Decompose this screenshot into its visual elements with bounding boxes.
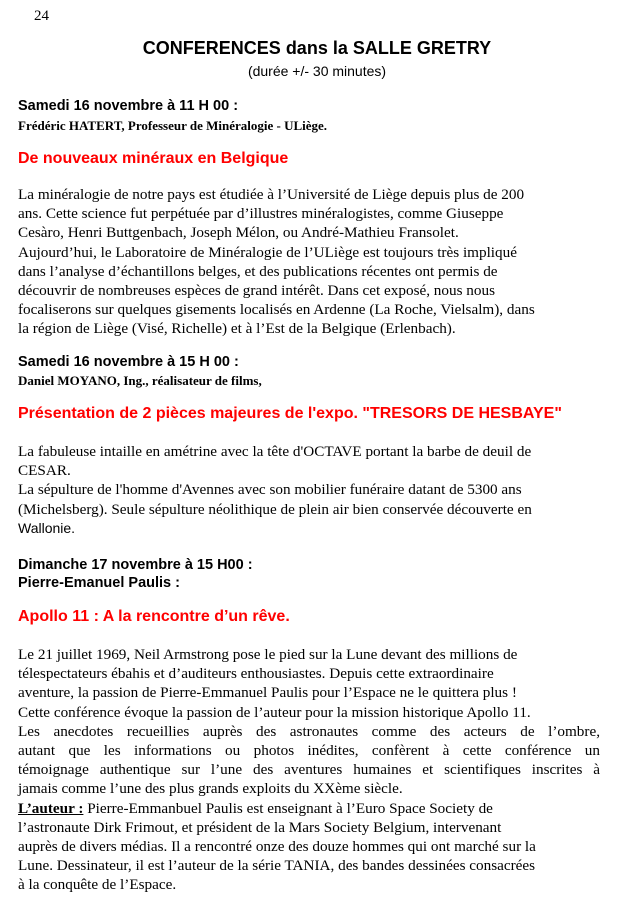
text-line: La fabuleuse intaille en amétrine avec la tête d'OCTAVE portant la barbe de deuil de — [18, 443, 532, 460]
talk-2-speaker: Daniel MOYANO, Ing., réalisateur de films, — [18, 373, 262, 388]
text-line: aventure, la passion de Pierre-Emmanuel Paulis pour l’Espace ne le quittera plus ! — [18, 684, 517, 702]
text-line: La sépulture de l'homme d'Avennes avec son mobilier funéraire datant de 5300 ans — [18, 481, 522, 499]
text-line: Les anecdotes recueillies auprès des astronautes comme des acteurs de l’ombre, — [18, 722, 600, 740]
talk-3-description — [18, 645, 600, 895]
text-line: Cesàro, Henri Buttgenbach, Joseph Mélon, ou André-Mathieu Fransolet. — [18, 224, 459, 242]
text-line: découvrir de nombreuses espèces de grand intérêt. Dans cet exposé, nous nous — [18, 282, 495, 300]
text-line: Le 21 juillet 1969, Neil Armstrong pose le pied sur la Lune devant des millions de — [18, 646, 518, 663]
text-line: jamais comme l’une des plus grands exploits du XXème siècle. — [18, 780, 403, 798]
author-label: L’auteur : — [18, 799, 84, 817]
text-line: télespectateurs ébahis et d’auditeurs enthousiastes. Depuis cette extraordinaire — [18, 665, 494, 683]
text-line: témoignage authentique sur l’une des aventures humaines et scientifiques inscrites à — [18, 761, 600, 779]
author-line — [18, 799, 600, 818]
page-subtitle: (durée +/- 30 minutes) — [247, 63, 387, 79]
text-line: Aujourd’hui, le Laboratoire de Minéralogie de l’ULiège est toujours très impliqué — [18, 243, 517, 261]
talk-3-title: Apollo 11 : A la rencontre d’un rêve. — [18, 608, 290, 625]
text-line: autant que les informations ou photos inédites, confèrent à cette conférence un — [18, 742, 600, 760]
page-number: 24 — [34, 8, 49, 24]
text-line: dans l’analyse d’échantillons belges, et des publications récentes ont permis de — [18, 262, 498, 280]
text-line: CESAR. — [18, 462, 71, 480]
talk-1-title: De nouveaux minéraux en Belgique — [18, 150, 289, 167]
talk-2-title: Présentation de 2 pièces majeures de l'expo. "TRESORS DE HESBAYE" — [18, 405, 562, 422]
talk-2-date: Samedi 16 novembre à 15 H 00 : — [18, 354, 239, 370]
author-text: Pierre-Emmanbuel Paulis est enseignant à l’Euro Space Society de — [83, 799, 493, 817]
text-line: la région de Liège (Visé, Richelle) et à l’Est de la Belgique (Erlenbach). — [18, 320, 456, 338]
talk-1-date: Samedi 16 novembre à 11 H 00 : — [18, 98, 239, 114]
talk-3-date: Dimanche 17 novembre à 15 H00 : — [18, 557, 253, 573]
text-line: Wallonie. — [18, 519, 76, 536]
text-line: Lune. Dessinateur, il est l’auteur de la série TANIA, des bandes dessinées consacrées — [18, 857, 536, 875]
talk-2-description — [18, 442, 600, 538]
text-line: La minéralogie de notre pays est étudiée à l’Université de Liège depuis plus de 200 — [18, 186, 525, 203]
text-line: focaliserons sur quelques gisements localisés en Ardenne (La Roche, Vielsalm), dans — [18, 301, 535, 319]
page-title: CONFERENCES dans la SALLE GRETRY — [142, 38, 492, 58]
talk-3-speaker: Pierre-Emanuel Paulis : — [18, 575, 180, 591]
text-line: à la conquête de l’Espace. — [18, 876, 177, 894]
talk-1-description — [18, 185, 600, 339]
text-line: ans. Cette science fut perpétuée par d’illustres minéralogistes, comme Giuseppe — [18, 205, 504, 223]
text-line: (Michelsberg). Seule sépulture néolithique de plein air bien conservée découverte en — [18, 500, 532, 518]
text-line: l’astronaute Dirk Frimout, et président de la Mars Society Belgium, intervenant — [18, 818, 502, 836]
text-line: auprès de divers médias. Il a rencontré onze des douze hommes qui ont marché sur la — [18, 838, 536, 856]
text-line: Cette conférence évoque la passion de l’auteur pour la mission historique Apollo 11. — [18, 703, 531, 721]
talk-1-speaker: Frédéric HATERT, Professeur de Minéralogie - ULiège. — [18, 118, 328, 133]
